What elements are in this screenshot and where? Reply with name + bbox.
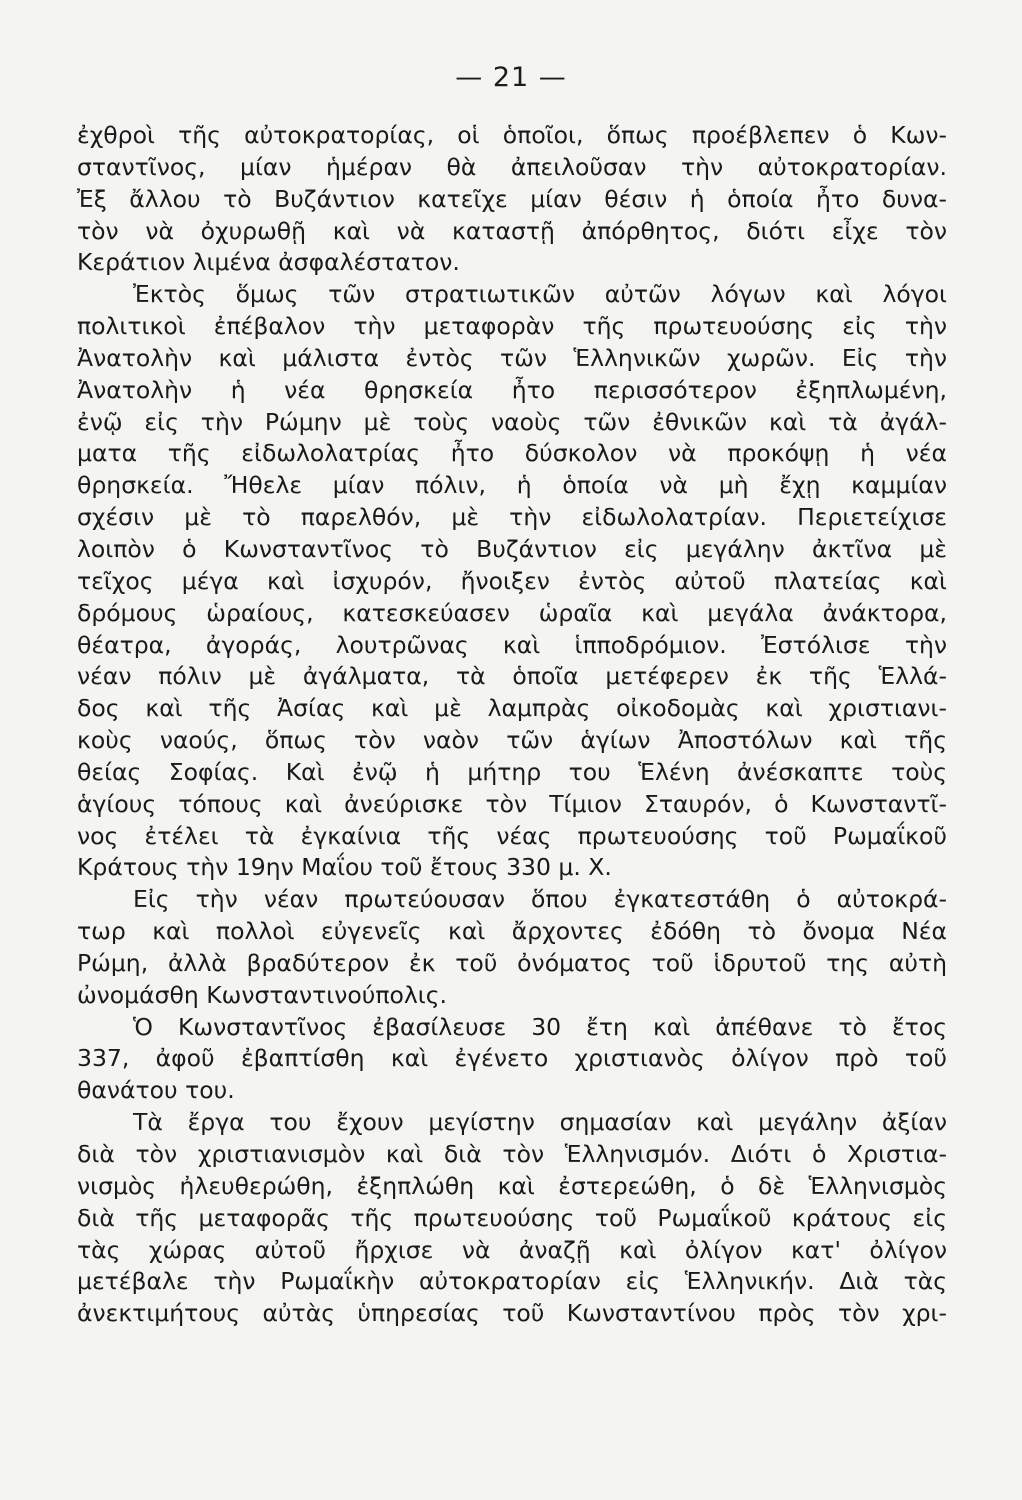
paragraph (77, 1107, 947, 1330)
text-line: λοιπὸν ὁ Κωνσταντῖνος τὸ Βυζάντιον εἰς μεγάλην ἀκτῖνα μὲ (77, 534, 947, 563)
text-line: νισμὸς ἠλευθερώθη, ἐξηπλώθη καὶ ἐστερεώθη, ὁ δὲ Ἑλληνισμὸς (77, 1171, 947, 1200)
text-line: μετέβαλε τὴν Ρωμαΐκὴν αὐτοκρατορίαν εἰς Ἑλληνικήν. Διὰ τὰς (77, 1267, 947, 1296)
text-line: Ἀνατολὴν καὶ μάλιστα ἐντὸς τῶν Ἑλληνικῶν χωρῶν. Εἰς τὴν (77, 343, 947, 372)
paragraph (77, 279, 947, 884)
text-line: ματα τῆς εἰδωλολατρίας ἦτο δύσκολον νὰ προκόψῃ ἡ νέα (77, 439, 947, 468)
page-number: — 21 — (455, 62, 567, 93)
text-line: τὸν νὰ ὀχυρωθῇ καὶ νὰ καταστῇ ἀπόρθητος, διότι εἶχε τὸν (77, 216, 947, 245)
text-line: Τὰ ἔργα του ἔχουν μεγίστην σημασίαν καὶ μεγάλην ἀξίαν (133, 1108, 947, 1137)
text-line: πολιτικοὶ ἐπέβαλον τὴν μεταφορὰν τῆς πρωτευούσης εἰς τὴν (77, 312, 947, 341)
text-line: δος καὶ τῆς Ἀσίας καὶ μὲ λαμπρὰς οἰκοδομὰς καὶ χριστιανι- (77, 694, 947, 723)
text-line: ὠνομάσθη Κωνσταντινούπολις. (77, 980, 447, 1009)
paragraph (77, 120, 947, 279)
text-line: νέαν πόλιν μὲ ἀγάλματα, τὰ ὁποῖα μετέφερεν ἐκ τῆς Ἑλλά- (77, 662, 947, 691)
text-line: θέατρα, ἀγοράς, λουτρῶνας καὶ ἱπποδρόμιον. Ἐστόλισε τὴν (77, 630, 947, 659)
text-line: 337, ἀφοῦ ἐβαπτίσθη καὶ ἐγένετο χριστιανὸς ὀλίγον πρὸ τοῦ (77, 1044, 947, 1073)
paragraph (77, 1012, 947, 1108)
text-line: κοὺς ναούς, ὅπως τὸν ναὸν τῶν ἁγίων Ἀποστόλων καὶ τῆς (77, 726, 947, 755)
text-line: Κεράτιον λιμένα ἀσφαλέστατον. (77, 248, 460, 277)
text-line: διὰ τὸν χριστιανισμὸν καὶ διὰ τὸν Ἑλληνισμόν. Διότι ὁ Χριστια- (77, 1140, 947, 1168)
text-line: Ἐξ ἄλλου τὸ Βυζάντιον κατεῖχε μίαν θέσιν ἡ ὁποία ἦτο δυνα- (77, 184, 947, 213)
text-line: ἁγίους τόπους καὶ ἀνεύρισκε τὸν Τίμιον Σταυρόν, ὁ Κωνσταντῖ- (77, 789, 947, 818)
text-line: Ὁ Κωνσταντῖνος ἐβασίλευσε 30 ἔτη καὶ ἀπέθανε τὸ ἔτος (133, 1012, 947, 1041)
text-line: Ἀνατολὴν ἡ νέα θρησκεία ἦτο περισσότερον ἐξηπλωμένη, (77, 375, 947, 404)
paragraph (77, 884, 947, 1011)
text-line: σχέσιν μὲ τὸ παρελθόν, μὲ τὴν εἰδωλολατρίαν. Περιετείχισε (77, 503, 947, 532)
text-line: τεῖχος μέγα καὶ ἰσχυρόν, ἤνοιξεν ἐντὸς αὐτοῦ πλατείας καὶ (77, 566, 947, 595)
text-line: τωρ καὶ πολλοὶ εὐγενεῖς καὶ ἄρχοντες ἐδόθη τὸ ὄνομα Νέα (77, 917, 947, 946)
text-line: δρόμους ὡραίους, κατεσκεύασεν ὡραῖα καὶ μεγάλα ἀνάκτορα, (77, 598, 947, 627)
text-line: ἐχθροὶ τῆς αὐτοκρατορίας, οἱ ὁποῖοι, ὅπως προέβλεπεν ὁ Κων- (77, 121, 947, 149)
text-line: Ρώμη, ἀλλὰ βραδύτερον ἐκ τοῦ ὀνόματος τοῦ ἱδρυτοῦ της αὐτὴ (77, 948, 947, 977)
text-line: θανάτου του. (77, 1076, 235, 1105)
text-line: θείας Σοφίας. Καὶ ἐνῷ ἡ μήτηρ του Ἑλένη ἀνέσκαπτε τοὺς (77, 757, 947, 786)
text-line: Κράτους τὴν 19ην Μαΐου τοῦ ἔτους 330 μ. Χ. (77, 853, 612, 882)
text-line: θρησκεία. Ἤθελε μίαν πόλιν, ἡ ὁποία νὰ μὴ ἔχῃ καμμίαν (77, 471, 947, 500)
text-line: σταντῖνος, μίαν ἡμέραν θὰ ἀπειλοῦσαν τὴν αὐτοκρατορίαν. (77, 152, 947, 181)
text-line: νος ἐτέλει τὰ ἐγκαίνια τῆς νέας πρωτευούσης τοῦ Ρωμαΐκοῦ (77, 821, 947, 850)
text-line: Ἐκτὸς ὅμως τῶν στρατιωτικῶν αὐτῶν λόγων καὶ λόγοι (133, 280, 947, 309)
text-line: Εἰς τὴν νέαν πρωτεύουσαν ὅπου ἐγκατεστάθη ὁ αὐτοκρά- (133, 885, 947, 914)
text-line: ἐνῷ εἰς τὴν Ρώμην μὲ τοὺς ναοὺς τῶν ἐθνικῶν καὶ τὰ ἀγάλ- (77, 407, 947, 436)
text-line: ἀνεκτιμήτους αὐτὰς ὑπηρεσίας τοῦ Κωνσταντίνου πρὸς τὸν χρι- (77, 1299, 947, 1328)
body-text (77, 120, 947, 1330)
text-line: διὰ τῆς μεταφορᾶς τῆς πρωτευούσης τοῦ Ρωμαΐκοῦ κράτους εἰς (77, 1203, 947, 1232)
text-line: τὰς χώρας αὐτοῦ ἤρχισε νὰ ἀναζῇ καὶ ὀλίγον κατ' ὀλίγον (77, 1235, 947, 1264)
